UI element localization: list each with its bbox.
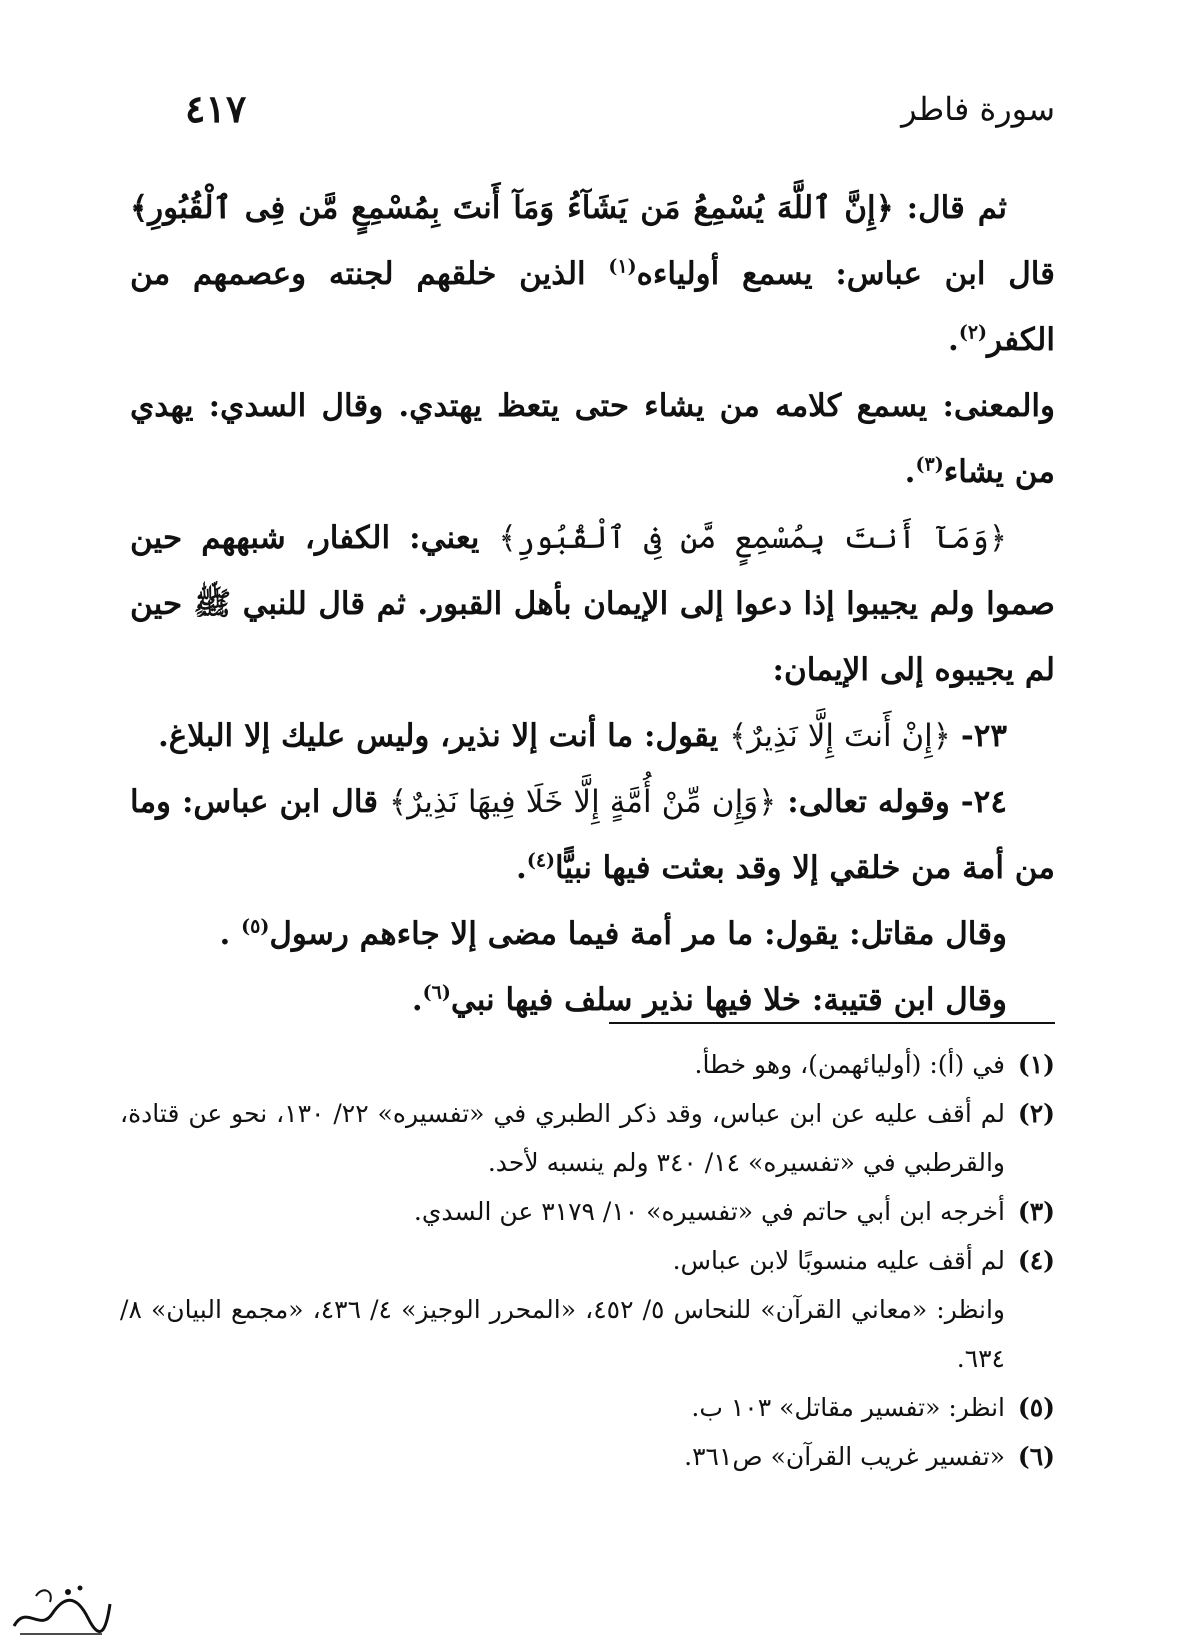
paragraph-muqatil: وقال مقاتل: يقول: ما مر أمة فيما مضى إلا جاءهم رسول$^{(٥)}$ . xyxy=(219,915,1007,952)
footnote-ref-3: (٣) xyxy=(915,453,944,476)
paragraph-verse-23: ٢٣- ﴿إِنْ أَنتَ إِلَّا نَذِيرٌ﴾ يقول: ما أنت إلا نذير، وليس عليك إلا البلاغ. xyxy=(157,718,1007,754)
page-number: ٤١٧ xyxy=(185,86,247,131)
footnotes xyxy=(120,1040,1055,1481)
paragraph-2: والمعنى: يسمع كلامه من يشاء حتى يتعظ يهتدي. وقال السدي: يهدي من يشاء$^{(٣)}$. xyxy=(130,388,1055,490)
footnote-2: (٢) لم أقف عليه عن ابن عباس، وقد ذكر الطبري في «تفسيره» ٢٢/ ١٣٠، نحو عن قتادة، والقرطبي في «تفسيره» ١٤/ ٣٤٠ ولم ينسبه لأحد. xyxy=(120,1099,1055,1177)
footnote-1: (١) في (أ): (أوليائهمن)، وهو خطأ. xyxy=(694,1050,1055,1079)
running-title: سورة فاطر xyxy=(901,90,1055,128)
quran-quote: ﴿وَمَآ أَنتَ بِمُسْمِعٍ مَّن فِى ٱلْقُبُورِ﴾ xyxy=(498,520,1008,556)
footnote-ref-6: (٦) xyxy=(422,981,451,1004)
footnote-ref-2: (٢) xyxy=(958,321,988,344)
quran-quote: ﴿وَإِن مِّنْ أُمَّةٍ إِلَّا خَلَا فِيهَا نَذِيرٌ﴾ xyxy=(389,784,777,820)
main-text xyxy=(130,175,1055,1033)
footnote-ref-5: (٥) xyxy=(241,915,270,938)
footnote-3: (٣) أخرجه ابن أبي حاتم في «تفسيره» ١٠/ ٣١٧٩ عن السدي. xyxy=(413,1197,1055,1226)
footnote-4: (٤) لم أقف عليه منسوبًا لابن عباس. xyxy=(672,1246,1055,1275)
footnote-5: (٥) انظر: «تفسير مقاتل» ١٠٣ ب. xyxy=(691,1393,1055,1422)
verse-number: ٢٣- xyxy=(960,718,1007,754)
verse-number: ٢٤- xyxy=(960,784,1007,820)
footnote-4-continuation: وانظر: «معاني القرآن» للنحاس ٥/ ٤٥٢، «المحرر الوجيز» ٤/ ٤٣٦، «مجمع البيان» ٨/ ٦٣٤. xyxy=(120,1295,1006,1373)
footnote-6: (٦) «تفسير غريب القرآن» ص٣٦١. xyxy=(684,1442,1055,1471)
footnote-separator xyxy=(609,1022,1055,1024)
footnote-ref-4: (٤) xyxy=(526,849,556,872)
paragraph-1: ثم قال: ﴿إِنَّ ٱللَّهَ يُسْمِعُ مَن يَشَآءُ وَمَآ أَنتَ بِمُسْمِعٍ مَّن فِى ٱلْقُبُورِ﴾ قال ابن عباس: يسمع أولياءه$^{(١)}$ الذين خلقهم لجنته وعصمهم من الكفر$^{(٢)}$. xyxy=(130,190,1056,358)
footnote-ref-1: (١) xyxy=(608,255,637,278)
publisher-logo xyxy=(6,1574,116,1644)
paragraph-verse-24: ٢٤- وقوله تعالى: ﴿وَإِن مِّنْ أُمَّةٍ إِلَّا خَلَا فِيهَا نَذِيرٌ﴾ قال ابن عباس: وما من أمة من خلقي إلا وقد بعثت فيها نبيًّا$^{(٤)}$. xyxy=(130,784,1055,886)
page-header xyxy=(130,80,1055,140)
paragraph-3: ﴿وَمَآ أَنتَ بِمُسْمِعٍ مَّن فِى ٱلْقُبُورِ﴾ يعني: الكفار، شبههم حين صموا ولم يجيبوا إذا دعوا إلى الإيمان بأهل القبور. ثم قال للنبي ﷺ حين لم يجيبوه إلى الإيمان: xyxy=(130,520,1055,688)
quran-quote: ﴿إِنْ أَنتَ إِلَّا نَذِيرٌ﴾ xyxy=(729,718,961,754)
paragraph-ibn-qutaybah: وقال ابن قتيبة: خلا فيها نذير سلف فيها نبي$^{(٦)}$. xyxy=(411,981,1007,1018)
